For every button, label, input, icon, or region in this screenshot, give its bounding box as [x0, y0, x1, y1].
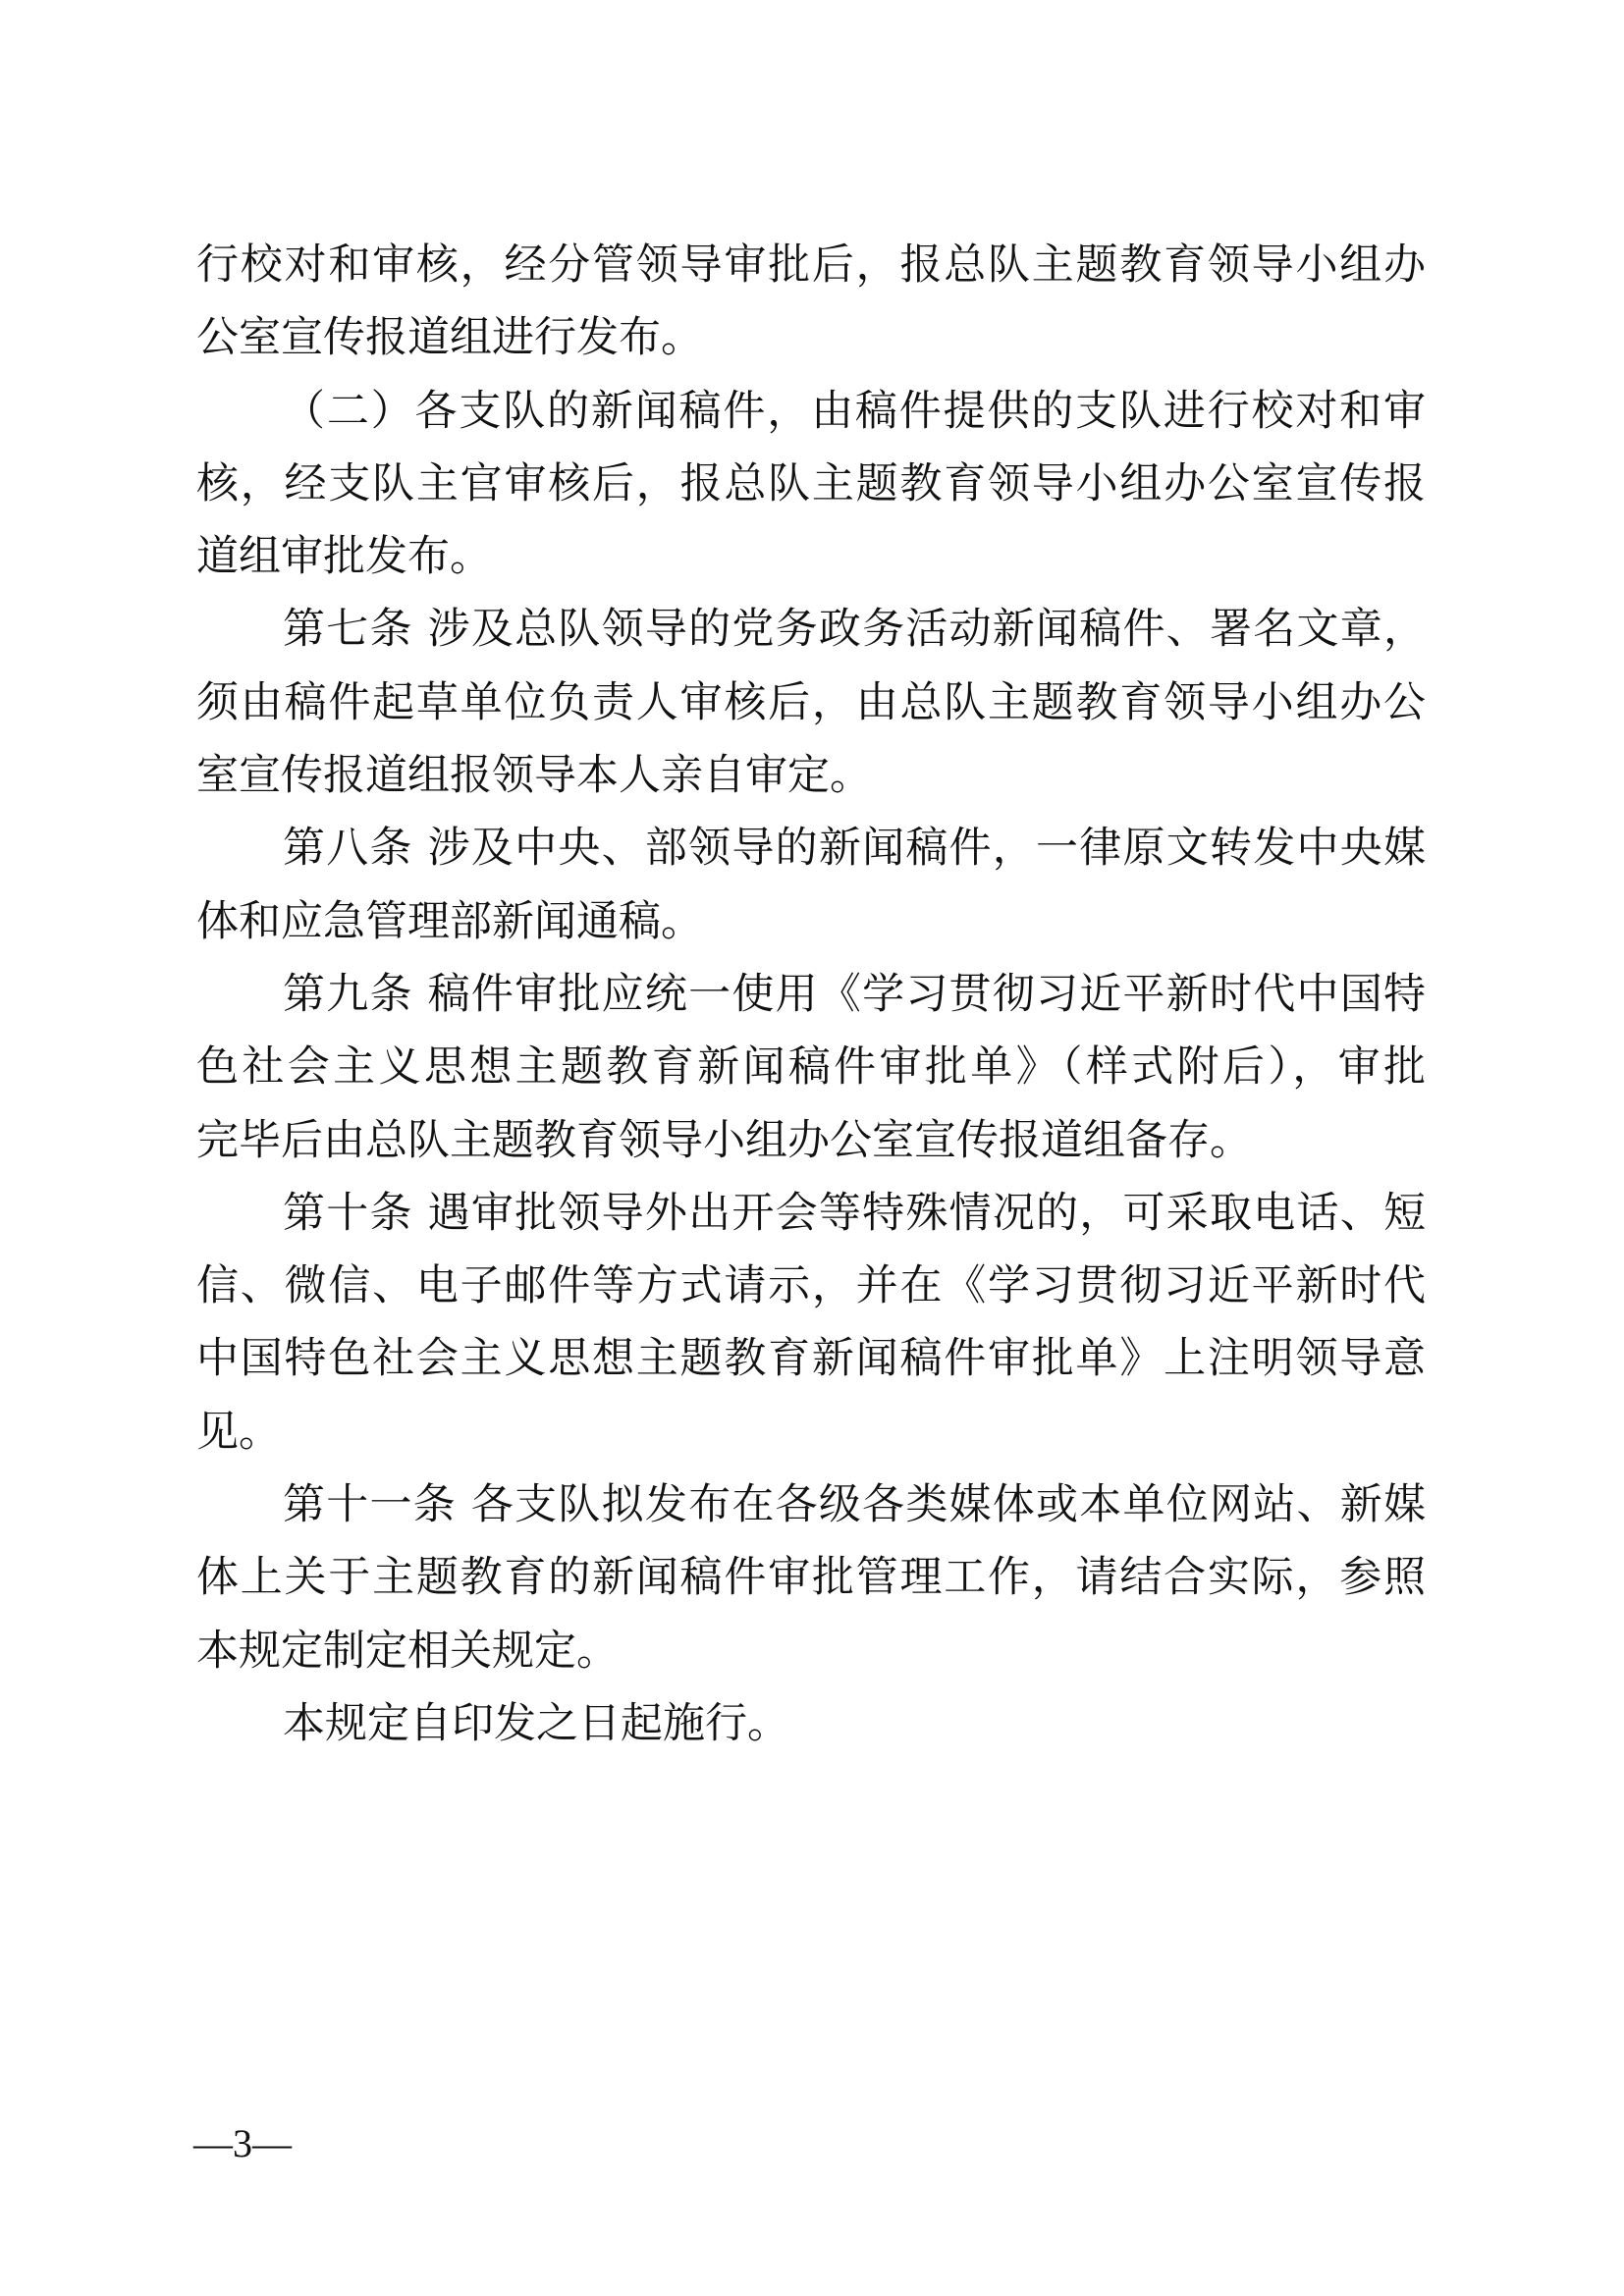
- text-line: 体和应急管理部新闻通稿。: [196, 896, 703, 946]
- text-line: 本规定制定相关规定。: [196, 1626, 619, 1676]
- text-line: 核，经支队主官审核后，报总队主题教育领导小组办公室宣传报: [196, 458, 1426, 508]
- text-line: 色社会主义思想主题教育新闻稿件审批单》（样式附后），审批: [196, 1042, 1426, 1093]
- text-line: 信、微信、电子邮件等方式请示，并在《学习贯彻习近平新时代: [196, 1261, 1426, 1311]
- text-line: 见。: [196, 1407, 281, 1457]
- text-line: 完毕后由总队主题教育领导小组办公室宣传报道组备存。: [196, 1115, 1252, 1165]
- text-line: 第十条 遇审批领导外出开会等特殊情况的，可采取电话、短: [283, 1188, 1426, 1238]
- text-line: 道组审批发布。: [196, 532, 492, 582]
- text-line: 室宣传报道组报领导本人亲自审定。: [196, 751, 872, 801]
- text-line: 第十一条 各支队拟发布在各级各类媒体或本单位网站、新媒: [283, 1480, 1426, 1530]
- text-line: 第九条 稿件审批应统一使用《学习贯彻习近平新时代中国特: [283, 969, 1426, 1019]
- text-line: 行校对和审核，经分管领导审批后，报总队主题教育领导小组办: [196, 240, 1426, 290]
- text-line: 第八条 涉及中央、部领导的新闻稿件，一律原文转发中央媒: [283, 824, 1426, 874]
- text-line: （二）各支队的新闻稿件，由稿件提供的支队进行校对和审: [283, 386, 1426, 436]
- text-line: 须由稿件起草单位负责人审核后，由总队主题教育领导小组办公: [196, 677, 1426, 727]
- page-number: —3—: [193, 2121, 292, 2165]
- document-body: [196, 229, 1426, 1760]
- text-line: 中国特色社会主义思想主题教育新闻稿件审批单》上注明领导意: [196, 1334, 1426, 1384]
- text-line: 第七条 涉及总队领导的党务政务活动新闻稿件、署名文章，: [283, 605, 1426, 655]
- text-line: 本规定自印发之日起施行。: [283, 1698, 789, 1748]
- text-line: 体上关于主题教育的新闻稿件审批管理工作，请结合实际，参照: [196, 1553, 1426, 1603]
- text-line: 公室宣传报道组进行发布。: [196, 313, 703, 363]
